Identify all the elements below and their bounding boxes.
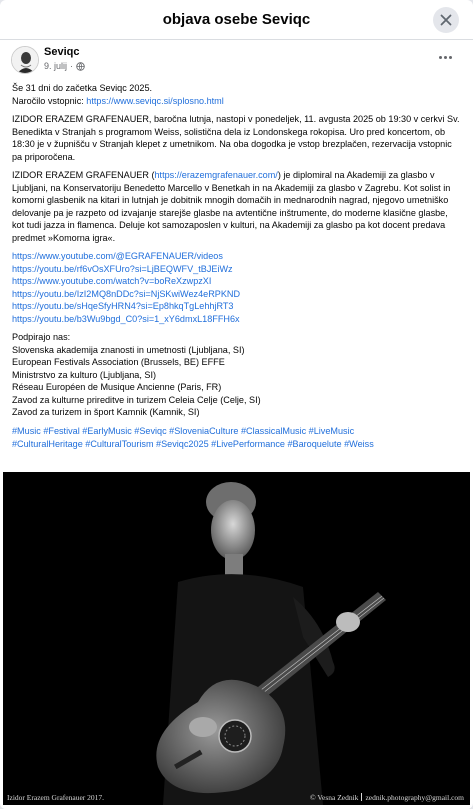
post-author[interactable]: Seviqc: [44, 46, 80, 58]
order-link[interactable]: https://www.seviqc.si/splosno.html: [86, 95, 224, 106]
post-intro: [12, 82, 461, 107]
photo-caption: Izidor Erazem Grafenauer 2017.: [7, 793, 105, 802]
more-options-button[interactable]: [439, 54, 455, 60]
video-link[interactable]: https://youtu.be/IzI2MQ8nDDc?si=NjSKwiWez4eRPKND: [12, 288, 241, 299]
credit-divider: [361, 793, 362, 801]
avatar-portrait-icon: [12, 47, 39, 74]
meta-dot: ·: [70, 61, 74, 71]
post-paragraph-bio: [12, 169, 461, 244]
artist-website-link[interactable]: https://erazemgrafenauer.com/: [154, 170, 278, 180]
post-body: [0, 80, 473, 451]
post-date[interactable]: 9. julij: [44, 61, 68, 71]
post-photo[interactable]: [3, 472, 470, 805]
avatar[interactable]: [11, 46, 39, 74]
post-paragraph-concert: IZIDOR ERAZEM GRAFENAUER, baročna lutnja, nastopi v ponedeljek, 11. avgusta 2025 ob 19:30 v cerkvi Sv. Benedikta v Stranjah s programom Weiss, solistična dela iz Londonskega rokopisa. Uro pred koncertom, ob 18:30 je v župnišču v Stranjah klepet z umetnikom. Na oba dogodka je vstop brezplačen, rezervacija vstopnic pa priporočena.: [12, 114, 460, 162]
supporters: [12, 331, 461, 419]
hashtags: [12, 425, 461, 451]
hashtags-line[interactable]: #Music #Festival #EarlyMusic #Seviqc #SloveniaCulture #ClassicalMusic #LiveMusic: [12, 425, 355, 436]
supporters-title: Podpirajo nas:: [12, 332, 71, 342]
video-link[interactable]: https://www.youtube.com/@EGRAFENAUER/videos: [12, 251, 223, 261]
bottom-strip: [0, 805, 473, 809]
post-meta: [44, 61, 85, 71]
video-link[interactable]: https://youtu.be/sHqeSfyHRN4?si=Ep8hkqTgLehhjRT3: [12, 301, 234, 311]
supporter-item: Réseau Européen de Musique Ancienne (Paris, FR): [12, 382, 222, 392]
more-dot: [444, 56, 447, 59]
video-links: [12, 250, 461, 325]
photo-credit-name: © Vesna Zednik: [309, 793, 359, 802]
supporter-item: Ministrstvo za kulturo (Ljubljana, SI): [12, 369, 157, 380]
post-header: [11, 46, 473, 80]
dialog-title: objava osebe Seviqc: [162, 11, 311, 28]
close-button[interactable]: [433, 7, 459, 33]
order-label: Naročilo vstopnic:: [12, 95, 87, 106]
supporter-item: Slovenska akademija znanosti in umetnosti (Ljubljana, SI): [12, 344, 245, 355]
more-options-icon: [439, 56, 442, 59]
hashtags-line[interactable]: #CulturalHeritage #CulturalTourism #Seviqc2025 #LivePerformance #Baroquelute #Weiss: [12, 438, 374, 449]
supporter-item: European Festivals Association (Brussels, BE) EFFE: [12, 357, 225, 367]
close-icon: [440, 14, 452, 26]
intro-line: Še 31 dni do začetka Seviqc 2025.: [12, 83, 153, 93]
photo-credit-email: zednik.photography@gmail.com: [365, 793, 464, 802]
video-link[interactable]: https://youtu.be/rf6vOsXFUro?si=LjBEQWFV_tBJEiWz: [12, 263, 233, 274]
dialog-header: [0, 0, 473, 40]
photo-credit: [310, 793, 464, 802]
lutenist-photo-icon: [3, 472, 470, 805]
bio-text-start: IZIDOR ERAZEM GRAFENAUER (: [12, 170, 155, 180]
globe-icon: [76, 62, 85, 71]
video-link[interactable]: https://youtu.be/b3Wu9bgd_C0?si=1_xY6dmxL18FFH6x: [12, 313, 240, 324]
supporter-item: Zavod za turizem in šport Kamnik (Kamnik, SI): [12, 407, 200, 417]
bio-text-rest: ) je diplomiral na Akademiji za glasbo v Ljubljani, na Konservatoriju Benedetto Marcello v Benetkah in na Akademiji za glasbo v Zagrebu. Kot solist in komorni glasbenik na kitari in lutnjah je dobitnik mnogih domačih in mednarodnih nagrad, njegovo umetniško delovanje pa je razpeto od izvajanje starejše glasbe na avtentične inštrumente, do moderne klasične glasbe, kot tudi jazza in flamenca. Deluje kot samozaposlen v kulturi, na Akademiji za glasbo pa kot docent predava predmet »Komorna igra«.: [12, 170, 451, 243]
video-link[interactable]: https://www.youtube.com/watch?v=boReXzwpzXI: [12, 276, 212, 286]
more-dot: [449, 56, 452, 59]
supporter-item: Zavod za kulturne prireditve in turizem Celeia Celje (Celje, SI): [12, 394, 261, 405]
